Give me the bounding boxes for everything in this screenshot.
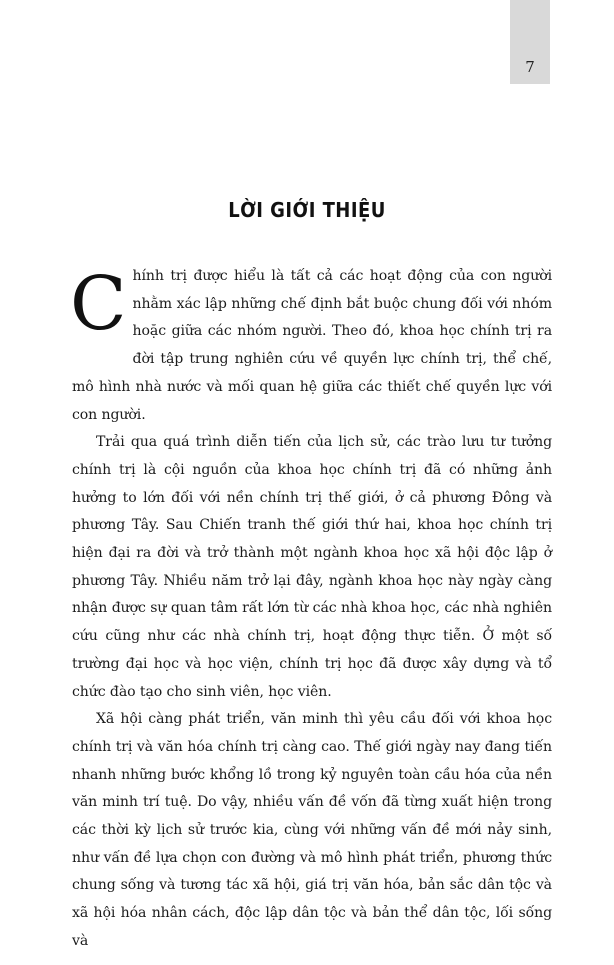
paragraph-2: Trải qua quá trình diễn tiến của lịch sử, các trào lưu tư tưởng chính trị là cội nguồn của khoa học chính trị đã có những ảnh hưởng to lớn đối với nền chính trị thế giới, ở cả phương Đông và phương Tây. Sau Chiến tranh thế giới thứ hai, khoa học chính trị hiện đại ra đời và trở thành một ngành khoa học xã hội độc lập ở phương Tây. Nhiều năm trở lại đây, ngành khoa học này ngày càng nhận được sự quan tâm rất lớn từ các nhà khoa học, các nhà nghiên cứu cũng như các nhà chính trị, hoạt động thực tiễn. Ở một số trường đại học và học viện, chính trị học đã được xây dựng và tổ chức đào tạo cho sinh viên, học viên. [72, 434, 552, 700]
page-number: 7 [525, 58, 535, 76]
paragraph-1-text: hính trị được hiểu là tất cả các hoạt động của con người nhằm xác lập những chế định bắt buộc chung đối với nhóm hoặc giữa các nhóm người. Theo đó, khoa học chính trị ra đời tập trung nghiên cứu về quyền lực chính trị, thể chế, mô hình nhà nước và mối quan hệ giữa các thiết chế quyền lực với con người. [72, 268, 552, 423]
drop-cap: C [70, 261, 127, 347]
paragraph-3: Xã hội càng phát triển, văn minh thì yêu cầu đối với khoa học chính trị và văn hóa chính trị càng cao. Thế giới ngày nay đang tiến nhanh những bước khổng lồ trong kỷ nguyên toàn cầu hóa của nền văn minh trí tuệ. Do vậy, nhiều vấn đề vốn đã từng xuất hiện trong các thời kỳ lịch sử trước kia, cùng với những vấn đề mới nảy sinh, như vấn đề lựa chọn con đường và mô hình phát triển, phương thức chung sống và tương tác xã hội, giá trị văn hóa, bản sắc dân tộc và xã hội hóa nhân cách, độc lập dân tộc và bản thể dân tộc, lối sống và [72, 711, 552, 949]
body-text [72, 263, 552, 956]
paragraph-1 [72, 263, 552, 429]
page-title: LỜI GIỚI THIỆU [228, 198, 386, 222]
page-number-tab [510, 0, 550, 84]
